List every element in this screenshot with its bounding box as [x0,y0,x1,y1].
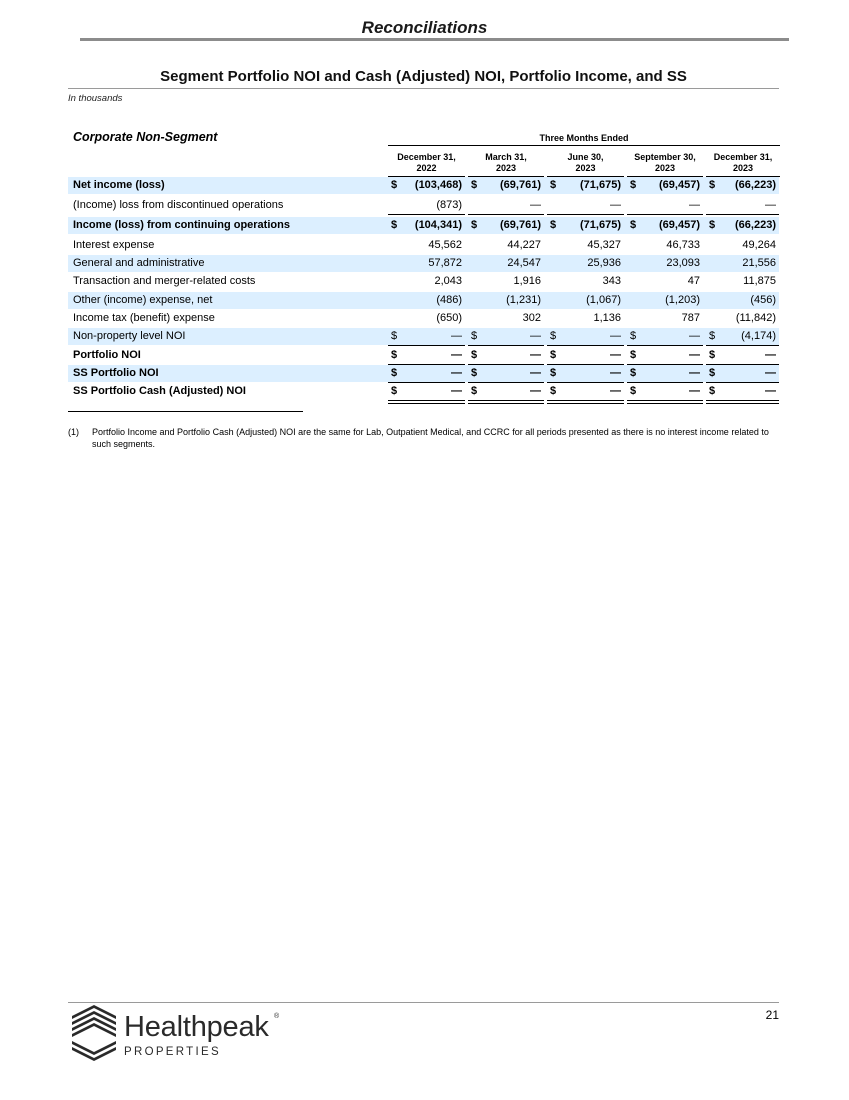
table-cell [468,347,544,364]
table-row [68,292,779,309]
cell-value: — [610,349,621,361]
currency-symbol: $ [709,385,716,397]
row-label: Income tax (benefit) expense [73,312,215,324]
table-cell [627,237,703,254]
table-cell [547,197,624,214]
currency-symbol: $ [391,385,398,397]
cell-value: — [530,385,541,397]
cell-value: 23,093 [666,257,700,269]
report-title: Segment Portfolio NOI and Cash (Adjusted) NOI, Portfolio Income, and SS [160,68,687,85]
cell-value: (486) [436,294,462,306]
table-cell [468,177,544,194]
table-cell [388,255,465,272]
currency-symbol: $ [630,330,637,342]
table-cell [627,197,703,214]
period-header: Three Months Ended [539,133,629,143]
cell-value: 25,936 [587,257,621,269]
column-header-line2: 2023 [495,163,517,173]
currency-symbol: $ [391,179,398,191]
row-label: (Income) loss from discontinued operations [73,199,284,211]
cell-value: — [451,385,462,397]
table-cell [627,217,703,234]
table-cell [468,310,544,327]
logo-subtitle: PROPERTIES [124,1046,221,1058]
cell-value: 46,733 [666,239,700,251]
cell-value: (66,223) [735,219,776,231]
cell-value: — [451,330,462,342]
cell-value: — [530,349,541,361]
cell-value: (71,675) [580,219,621,231]
table-cell [627,273,703,290]
column-header [547,152,624,174]
table-cell [706,217,779,234]
currency-symbol: $ [550,385,557,397]
table-cell [468,365,544,382]
cell-value: (11,842) [735,312,776,324]
currency-symbol: $ [630,349,637,361]
table-cell [388,383,465,400]
table-cell [706,347,779,364]
cell-value: 49,264 [742,239,776,251]
table-row [68,197,779,214]
row-label: Other (income) expense, net [73,294,213,306]
cell-value: 787 [681,312,700,324]
cell-value: (66,223) [735,179,776,191]
title-divider [80,38,789,41]
column-header [388,152,465,174]
cell-value: — [610,385,621,397]
cell-value: 45,327 [587,239,621,251]
column-header-line2: 2023 [732,163,754,173]
currency-symbol: $ [709,219,716,231]
table-row [68,328,779,345]
column-header-line1: December 31, [713,152,773,162]
cell-value: 2,043 [434,275,462,287]
cell-value: (104,341) [414,219,462,231]
table-cell [468,217,544,234]
currency-symbol: $ [630,179,637,191]
cell-value: — [610,330,621,342]
currency-symbol: $ [709,349,716,361]
cell-value: (69,761) [500,219,541,231]
currency-symbol: $ [550,349,557,361]
cell-value: — [530,367,541,379]
table-cell [547,217,624,234]
cell-value: — [765,199,776,211]
table-cell [547,365,624,382]
row-label: Non-property level NOI [73,330,186,342]
cell-value: 11,875 [743,275,776,287]
currency-symbol: $ [471,367,478,379]
column-header-line2: 2022 [416,163,437,173]
table-row [68,310,779,327]
table-cell [388,273,465,290]
segment-label: Corporate Non-Segment [73,130,218,144]
table-cell [706,383,779,400]
cell-value: — [451,349,462,361]
cell-value: — [451,367,462,379]
healthpeak-logo-mark-icon [68,1003,120,1065]
table-cell [468,273,544,290]
table-cell [627,365,703,382]
row-label: SS Portfolio NOI [73,367,159,379]
cell-value: — [689,199,700,211]
table-row [68,177,779,194]
currency-symbol: $ [630,367,637,379]
table-cell [388,237,465,254]
table-cell [547,347,624,364]
cell-value: 44,227 [507,239,541,251]
column-header-line2: 2023 [654,163,676,173]
row-label: Interest expense [73,239,155,251]
table-row [68,273,779,290]
currency-symbol: $ [630,219,637,231]
table-cell [706,365,779,382]
currency-symbol: $ [550,367,557,379]
currency-symbol: $ [391,349,398,361]
table-cell [706,237,779,254]
cell-value: (456) [750,294,776,306]
table-cell [468,197,544,214]
cell-value: (69,457) [659,179,700,191]
table-row [68,255,779,272]
column-header [468,152,544,174]
cell-value: 45,562 [428,239,462,251]
report-title-divider [68,88,779,89]
row-label: Transaction and merger-related costs [73,275,256,287]
currency-symbol: $ [550,330,557,342]
cell-value: — [689,330,700,342]
cell-value: — [689,367,700,379]
table-cell [627,347,703,364]
page-number: 21 [765,1008,779,1022]
table-cell [706,328,779,345]
currency-symbol: $ [550,179,557,191]
row-label: SS Portfolio Cash (Adjusted) NOI [73,385,246,397]
healthpeak-logo [68,1003,298,1068]
table-cell [547,177,624,194]
table-cell [547,237,624,254]
table-cell [706,255,779,272]
table-cell [547,310,624,327]
table-cell [388,310,465,327]
cell-value: (1,067) [586,294,621,306]
cell-value: 343 [602,275,621,287]
logo-wordmark: Healthpeak [124,1011,269,1043]
table-cell [468,255,544,272]
table-row [68,365,779,382]
cell-value: (103,468) [414,179,462,191]
currency-symbol: $ [391,219,398,231]
table-cell [388,292,465,309]
table-cell [627,328,703,345]
row-label: General and administrative [73,257,205,269]
period-header-rule [388,145,780,146]
column-header-line1: June 30, [567,152,604,162]
currency-symbol: $ [709,367,716,379]
table-cell [388,365,465,382]
cell-value: 302 [522,312,541,324]
currency-symbol: $ [471,179,478,191]
cell-value: (1,203) [665,294,700,306]
table-cell [388,177,465,194]
units-note: In thousands [68,93,123,104]
cell-value: — [765,349,776,361]
cell-value: (69,457) [659,219,700,231]
table-row [68,347,779,364]
cell-value: (650) [436,312,462,324]
column-header-line1: December 31, [397,152,456,162]
table-cell [627,177,703,194]
logo-registered-mark: ® [274,1013,280,1020]
cell-value: — [530,330,541,342]
table-row [68,217,779,234]
table-cell [627,292,703,309]
table-cell [468,383,544,400]
column-header [627,152,703,174]
currency-symbol: $ [471,219,478,231]
cell-value: — [689,349,700,361]
cell-value: — [530,199,541,211]
table-cell [388,217,465,234]
currency-symbol: $ [471,349,478,361]
currency-symbol: $ [471,385,478,397]
cell-value: — [610,367,621,379]
cell-value: — [765,385,776,397]
table-cell [547,255,624,272]
cell-value: — [689,385,700,397]
table-cell [547,328,624,345]
cell-value: (4,174) [741,330,776,342]
table-cell [468,292,544,309]
cell-value: 47 [687,275,700,287]
table-cell [706,310,779,327]
column-header [706,152,780,174]
cell-value: — [610,199,621,211]
table-cell [706,197,779,214]
table-cell [388,347,465,364]
table-cell [388,328,465,345]
table-cell [706,177,779,194]
section-title: Reconciliations [361,18,488,37]
cell-value: (873) [436,199,462,211]
table-cell [547,383,624,400]
currency-symbol: $ [471,330,478,342]
footnote-marker: (1) [68,427,79,437]
footnote-text: Portfolio Income and Portfolio Cash (Adjusted) NOI are the same for Lab, Outpatient Medical, and CCRC for all periods presented as there is no interest income related to such segments. [92,427,769,449]
table-row [68,237,779,254]
column-header-line1: September 30, [634,152,696,162]
table-cell [547,273,624,290]
column-header-line1: March 31, [485,152,527,162]
cell-value: 1,136 [593,312,621,324]
currency-symbol: $ [391,330,398,342]
table-cell [468,328,544,345]
table-cell [706,292,779,309]
table-cell [468,237,544,254]
table-cell [547,292,624,309]
cell-value: (69,761) [500,179,541,191]
table-cell [706,273,779,290]
table-cell [627,383,703,400]
cell-value: (1,231) [506,294,541,306]
table-cell [627,255,703,272]
cell-value: 1,916 [513,275,541,287]
currency-symbol: $ [391,367,398,379]
cell-value: 21,556 [742,257,776,269]
cell-value: (71,675) [580,179,621,191]
currency-symbol: $ [709,179,716,191]
currency-symbol: $ [550,219,557,231]
row-label: Portfolio NOI [73,349,141,361]
cell-value: 57,872 [428,257,462,269]
table-row [68,383,779,400]
currency-symbol: $ [709,330,716,342]
column-header-line2: 2023 [575,163,596,173]
row-label: Income (loss) from continuing operations [73,219,290,231]
table-cell [627,310,703,327]
cell-value: — [765,367,776,379]
footnote-divider [68,411,303,412]
cell-value: 24,547 [507,257,541,269]
currency-symbol: $ [630,385,637,397]
table-cell [388,197,465,214]
row-label: Net income (loss) [73,179,165,191]
